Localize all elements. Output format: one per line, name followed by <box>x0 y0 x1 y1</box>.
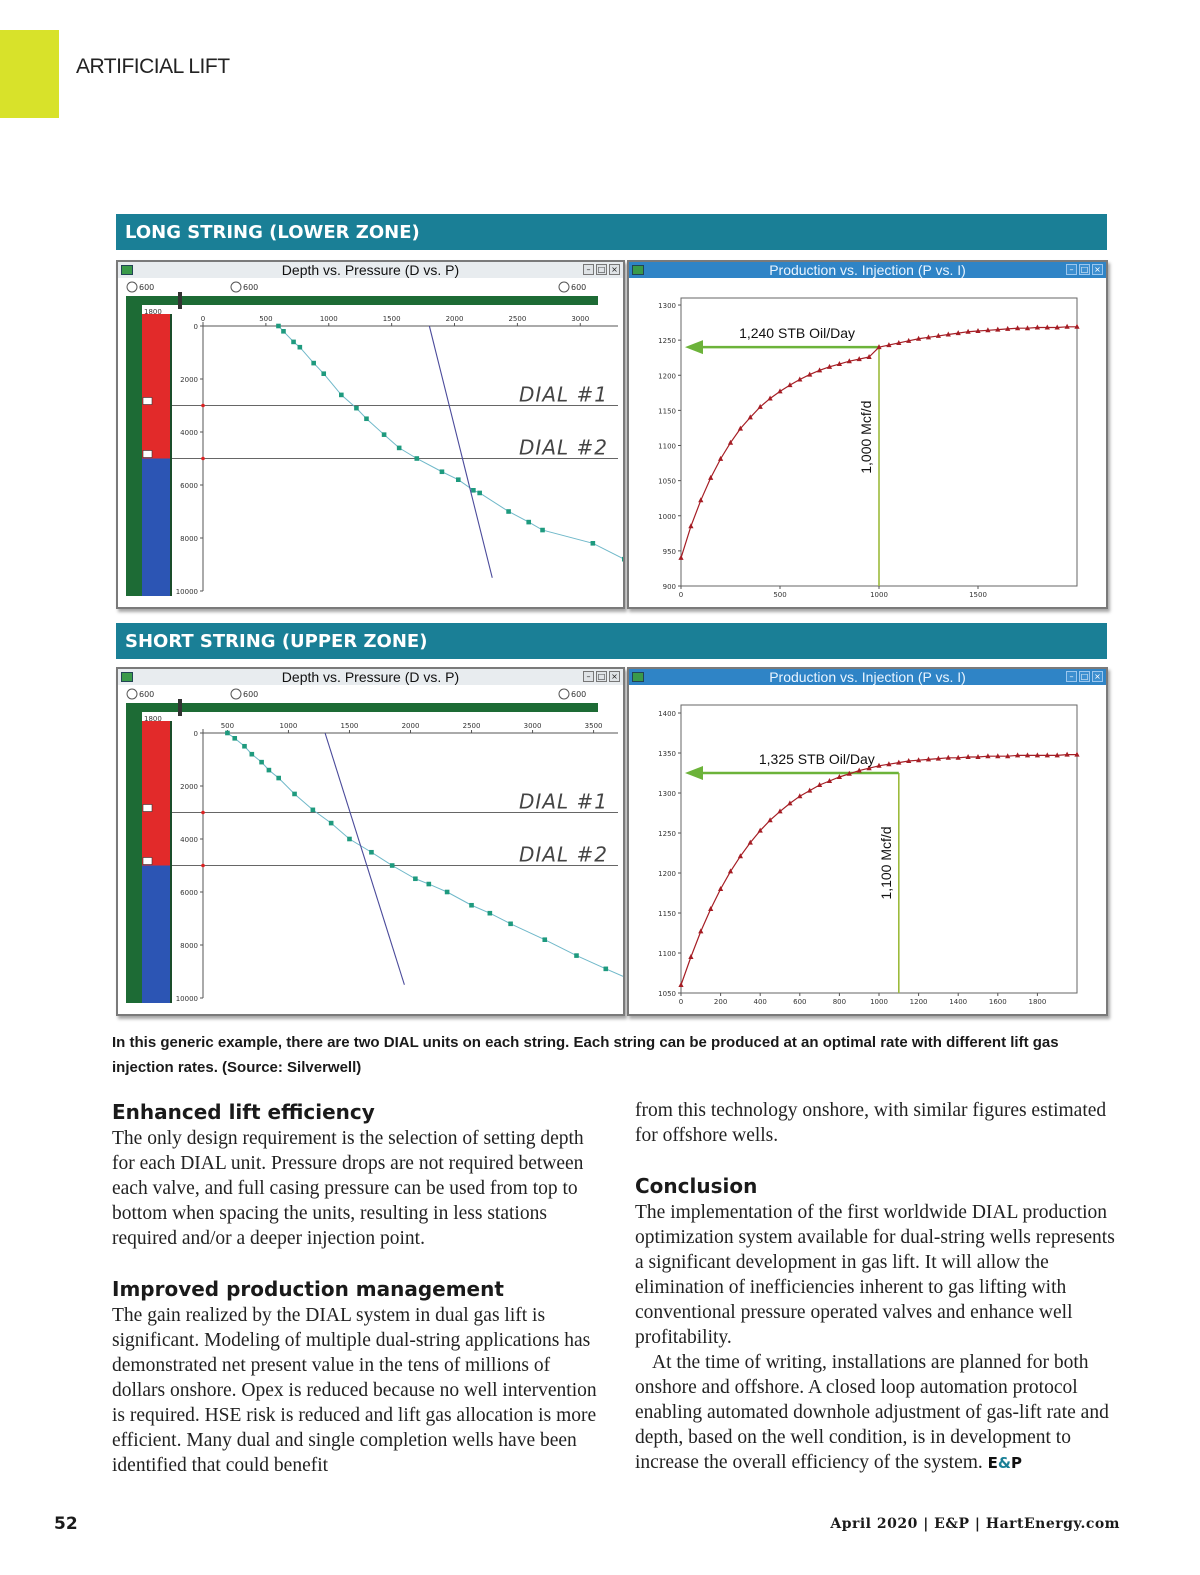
gradient-point <box>321 371 326 376</box>
x-tick-label: 1200 <box>909 998 928 1006</box>
readout-radio-icon <box>559 689 569 699</box>
section-heading: Conclusion <box>635 1174 758 1198</box>
x-tick-label: 3000 <box>571 315 590 323</box>
gas-rate-annotation: 1,100 Mcf/d <box>877 826 894 900</box>
y-tick-label: 4000 <box>180 836 198 844</box>
gradient-point <box>603 967 608 972</box>
section-paragraph-text: At the time of writing, installations are planned for both onshore and offshore. A closed loop automation protocol enabling automated downhole adjustment of gas-lift rate and depth, based on the well condition, is in development to increase the overall efficiency of the system. <box>635 1352 1109 1473</box>
gas-column <box>142 866 170 1004</box>
y-tick-label: 1100 <box>658 442 676 451</box>
gradient-point <box>471 488 476 493</box>
long-pvi-titlebar <box>629 262 1106 278</box>
gauge-label: 1800 <box>144 715 162 723</box>
y-tick-label: 1150 <box>658 910 676 918</box>
readout-radio-icon <box>127 282 137 292</box>
dial-marker-icon <box>143 858 152 865</box>
oil-rate-annotation: 1,325 STB Oil/Day <box>758 751 875 767</box>
long-pvi-title: Production vs. Injection (P vs. I) <box>769 262 966 278</box>
end-mark-e: E <box>987 1454 998 1472</box>
section-paragraph: The only design requirement is the selection of setting depth for each DIAL unit. Pressure drops are not required between each valve, and full casing pressure can be used from top to bottom when spacing the units, resulting in less stations required and/or a deeper injection point. <box>112 1128 584 1249</box>
dial-depth-point <box>201 457 205 461</box>
x-tick-label: 500 <box>220 722 235 730</box>
y-tick-label: 6000 <box>180 482 198 490</box>
readout-radio-icon <box>231 689 241 699</box>
y-tick-label: 1100 <box>658 950 676 958</box>
y-tick-label: 2000 <box>180 783 198 791</box>
gradient-point <box>440 469 445 474</box>
x-tick-label: 2500 <box>462 722 481 730</box>
x-tick-label: 2000 <box>445 315 464 323</box>
y-tick-label: 1300 <box>658 302 676 311</box>
page-number: 52 <box>54 1514 78 1534</box>
casing-wall-left <box>126 296 142 596</box>
gradient-point <box>369 850 374 855</box>
x-tick-label: 1400 <box>949 998 968 1006</box>
gradient-point <box>276 776 281 781</box>
x-tick-label: 500 <box>259 315 273 323</box>
readout-value: 600 <box>243 690 259 699</box>
y-tick-label: 1050 <box>658 990 676 998</box>
gas-column <box>142 459 170 597</box>
x-tick-label: 1000 <box>279 722 298 730</box>
short-dvp-chart <box>118 685 623 1014</box>
y-tick-label: 6000 <box>180 889 198 897</box>
close-icon[interactable]: × <box>1092 671 1103 682</box>
x-tick-label: 1000 <box>870 998 888 1006</box>
y-tick-label: 2000 <box>180 376 198 384</box>
close-icon[interactable]: × <box>1092 264 1103 275</box>
y-tick-label: 1250 <box>658 830 676 838</box>
dial-2-label: DIAL #2 <box>519 842 608 867</box>
readout-radio-icon <box>231 282 241 292</box>
y-tick-label: 8000 <box>180 535 198 543</box>
y-tick-label: 1250 <box>658 337 676 346</box>
gradient-point <box>291 340 296 345</box>
x-tick-label: 1500 <box>340 722 359 730</box>
y-tick-label: 1350 <box>658 750 676 758</box>
x-tick-label: 1500 <box>969 591 987 599</box>
x-tick-label: 0 <box>678 998 684 1006</box>
window-controls <box>1066 264 1103 275</box>
casing-wall-right <box>170 314 172 596</box>
article-column-right <box>635 1098 1125 1476</box>
y-tick-label: 900 <box>662 583 676 591</box>
gradient-point <box>622 557 623 562</box>
x-tick-label: 0 <box>200 315 206 323</box>
y-tick-label: 0 <box>193 323 198 331</box>
gradient-point <box>242 744 247 749</box>
gradient-point <box>281 329 286 334</box>
section-tab-marker <box>0 30 59 118</box>
casing-marker <box>178 292 182 309</box>
gradient-point <box>311 808 316 813</box>
casing-bar <box>126 703 598 712</box>
y-tick-label: 1400 <box>658 710 676 718</box>
dial-marker-icon <box>143 451 152 458</box>
gradient-point <box>427 882 432 887</box>
gradient-point <box>339 393 344 398</box>
x-tick-label: 0 <box>678 591 684 599</box>
y-tick-label: 8000 <box>180 942 198 950</box>
x-tick-label: 2000 <box>401 722 420 730</box>
dial-2-label: DIAL #2 <box>519 435 608 460</box>
y-tick-label: 4000 <box>180 429 198 437</box>
y-tick-label: 10000 <box>175 588 198 596</box>
x-tick-label: 2500 <box>508 315 527 323</box>
window-controls <box>583 264 620 275</box>
x-tick-label: 3000 <box>523 722 542 730</box>
y-tick-label: 1000 <box>658 512 676 521</box>
dial-depth-point <box>201 404 205 408</box>
maximize-icon[interactable]: □ <box>597 265 606 274</box>
x-tick-label: 1800 <box>1028 998 1047 1006</box>
gradient-point <box>477 491 482 496</box>
y-tick-label: 1150 <box>658 407 676 416</box>
gauge-label: 1800 <box>144 308 162 316</box>
gradient-point <box>232 736 237 741</box>
window-controls <box>583 671 620 682</box>
gradient-point <box>259 760 264 765</box>
readout-radio-icon <box>559 282 569 292</box>
gradient-point <box>354 406 359 411</box>
minimize-icon[interactable]: – <box>1066 264 1077 275</box>
end-mark-amp: & <box>997 1454 1012 1472</box>
end-mark-p: P <box>1011 1454 1023 1472</box>
x-tick-label: 800 <box>832 998 847 1006</box>
dial-marker-icon <box>143 398 152 405</box>
gradient-point <box>276 324 281 329</box>
short-dvp-window <box>116 667 625 1016</box>
gradient-point <box>364 416 369 421</box>
x-tick-label: 3500 <box>584 722 603 730</box>
short-pvi-title: Production vs. Injection (P vs. I) <box>769 669 966 685</box>
long-string-band: LONG STRING (LOWER ZONE) <box>116 214 1107 250</box>
readout-radio-icon <box>127 689 137 699</box>
footer-issue: April 2020 | E&P | HartEnergy.com <box>830 1516 1120 1532</box>
x-tick-label: 600 <box>793 998 807 1006</box>
long-dvp-title: Depth vs. Pressure (D vs. P) <box>281 262 460 278</box>
maximize-icon[interactable]: □ <box>597 672 606 681</box>
dial-marker-icon <box>143 805 152 812</box>
gradient-point <box>225 731 230 736</box>
minimize-icon[interactable]: – <box>583 671 594 682</box>
gradient-point <box>292 792 297 797</box>
gradient-point <box>298 345 303 350</box>
gradient-point <box>329 821 334 826</box>
x-tick-label: 1000 <box>870 591 888 599</box>
gradient-point <box>591 541 596 546</box>
maximize-icon[interactable]: □ <box>1080 672 1089 681</box>
readout-value: 600 <box>139 690 155 699</box>
close-icon[interactable]: × <box>609 264 620 275</box>
end-mark-logo <box>988 1454 1022 1472</box>
casing-wall-left <box>126 703 142 1003</box>
short-pvi-window <box>627 667 1108 1016</box>
short-string-band: SHORT STRING (UPPER ZONE) <box>116 623 1107 659</box>
oil-rate-annotation: 1,240 STB Oil/Day <box>739 325 855 342</box>
figure-caption: In this generic example, there are two DIAL units on each string. Each string can be produced at an optimal rate with different lift gas injection rates. (Source: Silverwell) <box>112 1034 1059 1076</box>
dial-depth-point <box>201 864 205 868</box>
gradient-point <box>397 446 402 451</box>
gradient-point <box>382 432 387 437</box>
readout-value: 600 <box>139 283 155 292</box>
x-tick-label: 400 <box>753 998 767 1006</box>
short-pvi-chart <box>629 685 1106 1014</box>
casing-wall-right <box>170 721 172 1003</box>
gradient-point <box>445 890 450 895</box>
gradient-point <box>390 863 395 868</box>
short-dvp-titlebar <box>118 669 623 685</box>
section-paragraph <box>635 1350 1125 1476</box>
y-tick-label: 1200 <box>658 870 676 878</box>
long-pvi-window <box>627 260 1108 609</box>
long-dvp-window <box>116 260 625 609</box>
x-tick-label: 1500 <box>382 315 401 323</box>
gradient-point <box>526 520 531 525</box>
x-tick-label: 1600 <box>988 998 1007 1006</box>
window-controls <box>1066 671 1103 682</box>
section-paragraph: The implementation of the first worldwide DIAL production optimization system available for dual-string wells represents a significant development in gas lift. It will allow the elimination of inefficiencies inherent to gas lifting with conventional pressure operated valves and enhance well profitability. <box>635 1202 1115 1348</box>
y-tick-label: 0 <box>193 730 198 738</box>
chart-background <box>629 685 1106 1014</box>
dial-1-label: DIAL #1 <box>519 789 608 814</box>
close-icon[interactable]: × <box>609 671 620 682</box>
section-label: ARTIFICIAL LIFT <box>76 55 230 78</box>
short-pvi-titlebar <box>629 669 1106 685</box>
y-tick-label: 10000 <box>175 995 198 1003</box>
maximize-icon[interactable]: □ <box>1080 265 1089 274</box>
gradient-point <box>488 911 493 916</box>
readout-value: 600 <box>571 283 587 292</box>
gas-rate-annotation: 1,000 Mcf/d <box>858 400 874 474</box>
article-column-left <box>112 1098 602 1478</box>
dial-depth-point <box>201 811 205 815</box>
long-dvp-titlebar <box>118 262 623 278</box>
minimize-icon[interactable]: – <box>1066 671 1077 682</box>
dial-1-label: DIAL #1 <box>519 382 608 407</box>
gradient-point <box>540 528 545 533</box>
y-tick-label: 950 <box>662 547 676 556</box>
readout-value: 600 <box>571 690 587 699</box>
gradient-point <box>456 477 461 482</box>
y-tick-label: 1050 <box>658 477 676 486</box>
x-tick-label: 500 <box>773 591 787 599</box>
gradient-point <box>311 361 316 366</box>
section-paragraph: from this technology onshore, with similar figures estimated for offshore wells. <box>635 1100 1107 1146</box>
gradient-point <box>469 903 474 908</box>
section-paragraph: The gain realized by the DIAL system in dual gas lift is significant. Modeling of multiple dual-string applications has demonstrated net present value in the tens of millions of dollars onshore. Opex is reduced because no well intervention is required. HSE risk is reduced and lift gas allocation is more efficient. Many dual and single completion wells have been identified that could benefit <box>112 1305 597 1476</box>
gradient-point <box>414 456 419 461</box>
section-heading: Enhanced lift efficiency <box>112 1100 375 1124</box>
gradient-point <box>574 953 579 958</box>
casing-bar <box>126 296 598 305</box>
x-tick-label: 200 <box>713 998 728 1006</box>
y-tick-label: 1300 <box>658 790 676 798</box>
minimize-icon[interactable]: – <box>583 264 594 275</box>
y-tick-label: 1200 <box>658 372 676 381</box>
gradient-point <box>506 509 511 514</box>
gradient-point <box>508 922 513 927</box>
section-heading: Improved production management <box>112 1277 504 1301</box>
gradient-point <box>267 768 272 773</box>
long-dvp-chart <box>118 278 623 607</box>
gradient-point <box>413 876 418 881</box>
long-pvi-chart <box>629 278 1106 607</box>
gradient-point <box>347 837 352 842</box>
short-dvp-title: Depth vs. Pressure (D vs. P) <box>281 669 460 685</box>
casing-marker <box>178 699 182 716</box>
gradient-point <box>250 752 255 757</box>
readout-value: 600 <box>243 283 259 292</box>
x-tick-label: 1000 <box>319 315 338 323</box>
gradient-point <box>542 937 547 942</box>
